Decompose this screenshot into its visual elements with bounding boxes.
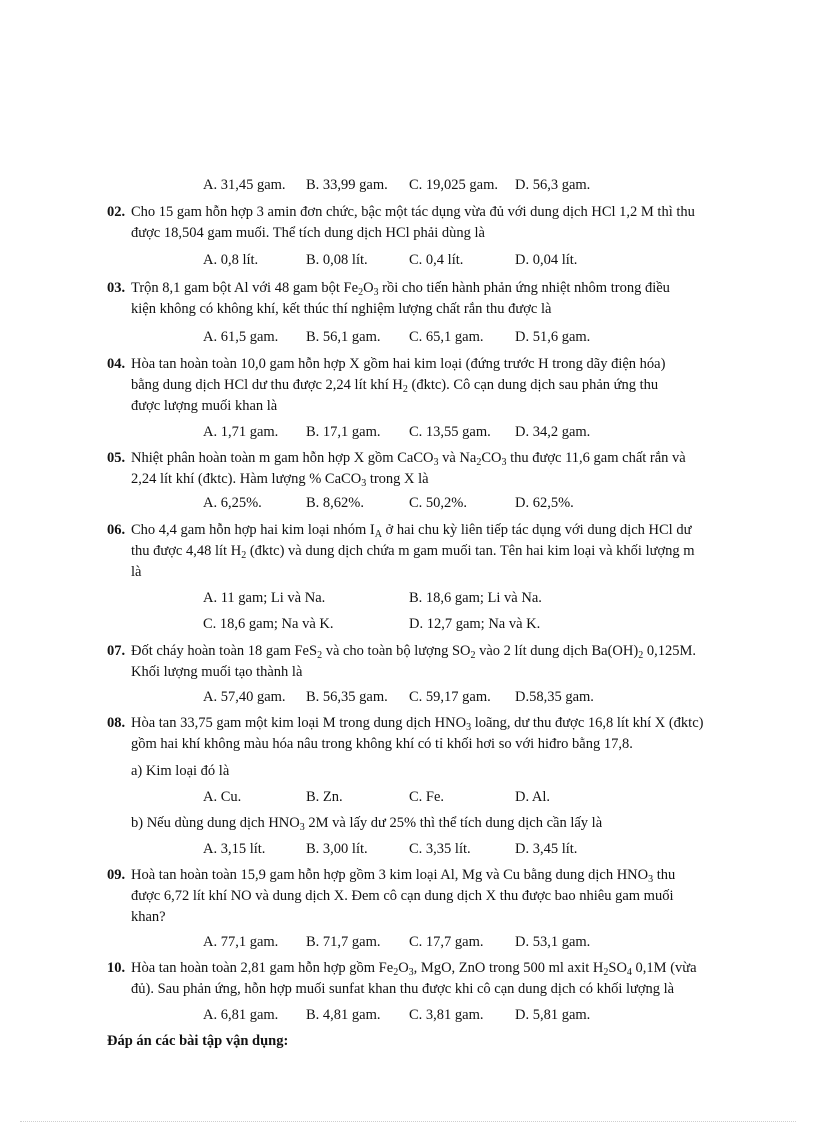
option-b: B. 18,6 gam; Li và Na. [409,590,542,606]
option-c: C. 3,35 lít. [409,841,471,857]
option-c: C. 50,2%. [409,495,467,511]
answer-heading: Đáp án các bài tập vận dụng: [107,1033,289,1049]
option-d: D.58,35 gam. [515,689,594,705]
page-bottom-divider [20,1121,796,1122]
option-a: A. 57,40 gam. [203,689,286,705]
question-number: 05. [107,450,126,466]
sub-question-b: b) Nếu dùng dung dịch $HNO_3$ 2M và lấy dư 25% thì thể tích dung dịch cần lấy là [131,815,603,833]
question-text: Nhiệt phân hoàn toàn m gam hỗn hợp X gồm CaCO$_3$ và $Na_2CO_3$ thu được 11,6 gam chất rắn và [131,450,686,468]
question-number: 09. [107,867,126,883]
option-c: C. 19,025 gam. [409,177,499,193]
question-number: 03. [107,280,126,296]
option-d: D. 56,3 gam. [515,177,591,193]
option-b: B. 3,00 lít. [306,841,368,857]
option-d: D. 53,1 gam. [515,934,591,950]
question-line: Cho 15 gam hỗn hợp 3 amin đơn chức, bậc một tác dụng vừa đủ với dung dịch HCl 1,2 M thì thu [131,204,695,220]
question-text: Trộn 8,1 gam bột Al với 48 gam bột $Fe_2O_3$ rồi cho tiến hành phản ứng nhiệt nhôm trong điều [131,280,670,298]
question-number: 07. [107,643,126,659]
option-b: B. 17,1 gam. [306,424,381,440]
option-c: C. 18,6 gam; Na và K. [203,616,334,632]
option-d: D. 3,45 lít. [515,841,578,857]
question-text [131,202,755,223]
option-c: C. 0,4 lít. [409,252,464,268]
option-d: D. 12,7 gam; Na và K. [409,616,541,632]
option-d: D. 5,81 gam. [515,1007,591,1023]
question-number: 08. [107,715,126,731]
option-d: D. 0,04 lít. [515,252,578,268]
question-number: 10. [107,960,126,976]
option-a: A. 6,25%. [203,495,262,511]
option-a: A. Cu. [203,789,242,805]
option-a: A. 1,71 gam. [203,424,279,440]
option-b: B. 0,08 lít. [306,252,368,268]
option-b: B. 8,62%. [306,495,364,511]
option-c: C. Fe. [409,789,445,805]
question-text: Khối lượng muối tạo thành là [131,664,303,680]
option-b: B. 4,81 gam. [306,1007,381,1023]
question-text [131,223,755,244]
option-a: A. 3,15 lít. [203,841,266,857]
question-number: 06. [107,522,126,538]
question-text: là [131,564,142,580]
option-d: D. Al. [515,789,551,805]
option-c: C. 17,7 gam. [409,934,484,950]
option-d: D. 51,6 gam. [515,329,591,345]
option-a: A. 11 gam; Li và Na. [203,590,326,606]
option-a: A. 6,81 gam. [203,1007,279,1023]
question-text: 2,24 lít khí (đktc). Hàm lượng % CaCO$_3$ trong X là [131,471,429,489]
option-b: B. 71,7 gam. [306,934,381,950]
question-text: Đốt cháy hoàn toàn 18 gam FeS$_2$ và cho toàn bộ lượng $SO_2$ vào 2 lít dung dịch $Ba(OH)_2$ 0,125M. [131,643,696,661]
option-a: A. 31,45 gam. [203,177,286,193]
option-a: A. 61,5 gam. [203,329,279,345]
sub-question-a: a) Kim loại đó là [131,763,230,779]
option-d: D. 34,2 gam. [515,424,591,440]
option-d: D. 62,5%. [515,495,574,511]
question-number: 02. [107,204,126,220]
question-text: Cho 4,4 gam hỗn hợp hai kim loại nhóm $I_A$ ở hai chu kỳ liên tiếp tác dụng với dung dịch HCl dư [131,522,692,540]
question-text: Hòa tan hoàn toàn 10,0 gam hỗn hợp X gồm hai kim loại (đứng trước H trong dãy điện hóa) [131,356,666,372]
question-text: Hoà tan hoàn toàn 15,9 gam hỗn hợp gồm 3 kim loại Al, Mg và Cu bằng dung dịch $HNO_3$ thu [131,867,676,885]
option-c: C. 65,1 gam. [409,329,484,345]
option-c: C. 59,17 gam. [409,689,491,705]
option-a: A. 0,8 lít. [203,252,259,268]
option-b: B. 56,35 gam. [306,689,388,705]
option-a: A. 77,1 gam. [203,934,279,950]
question-text: gồm hai khí không màu hóa nâu trong không khí có tỉ khối hơi so với hiđro bằng 17,8. [131,736,633,752]
question-text: được 6,72 lít khí NO và dung dịch X. Đem cô cạn dung dịch X thu được bao nhiêu gam muối [131,888,674,904]
question-text: khan? [131,909,166,925]
option-b: B. 56,1 gam. [306,329,381,345]
question-text: Hòa tan hoàn toàn 2,81 gam hỗn hợp gồm $Fe_2O_3$, MgO, ZnO trong 500 ml axit $H_2SO_4$ 0,1M (vừa [131,960,697,978]
option-c: C. 13,55 gam. [409,424,491,440]
option-b: B. 33,99 gam. [306,177,388,193]
question-text: đủ). Sau phản ứng, hỗn hợp muối sunfat khan thu được khi cô cạn dung dịch có khối lượng là [131,981,675,997]
question-text: kiện không có không khí, kết thúc thí nghiệm lượng chất rắn thu được là [131,301,552,317]
question-text: thu được 4,48 lít $H_2$ (đktc) và dung dịch chứa m gam muối tan. Tên hai kim loại và khối lượng m [131,543,695,561]
option-c: C. 3,81 gam. [409,1007,484,1023]
question-line: được 18,504 gam muối. Thể tích dung dịch HCl phải dùng là [131,225,485,241]
question-text: được lượng muối khan là [131,398,278,414]
option-b: B. Zn. [306,789,343,805]
question-text: bằng dung dịch HCl dư thu được 2,24 lít khí $H_2$ (đktc). Cô cạn dung dịch sau phản ứng thu [131,377,659,395]
question-number: 04. [107,356,126,372]
question-text: Hòa tan 33,75 gam một kim loại M trong dung dịch $HNO_3$ loãng, dư thu được 16,8 lít khí X (đktc) [131,715,704,733]
